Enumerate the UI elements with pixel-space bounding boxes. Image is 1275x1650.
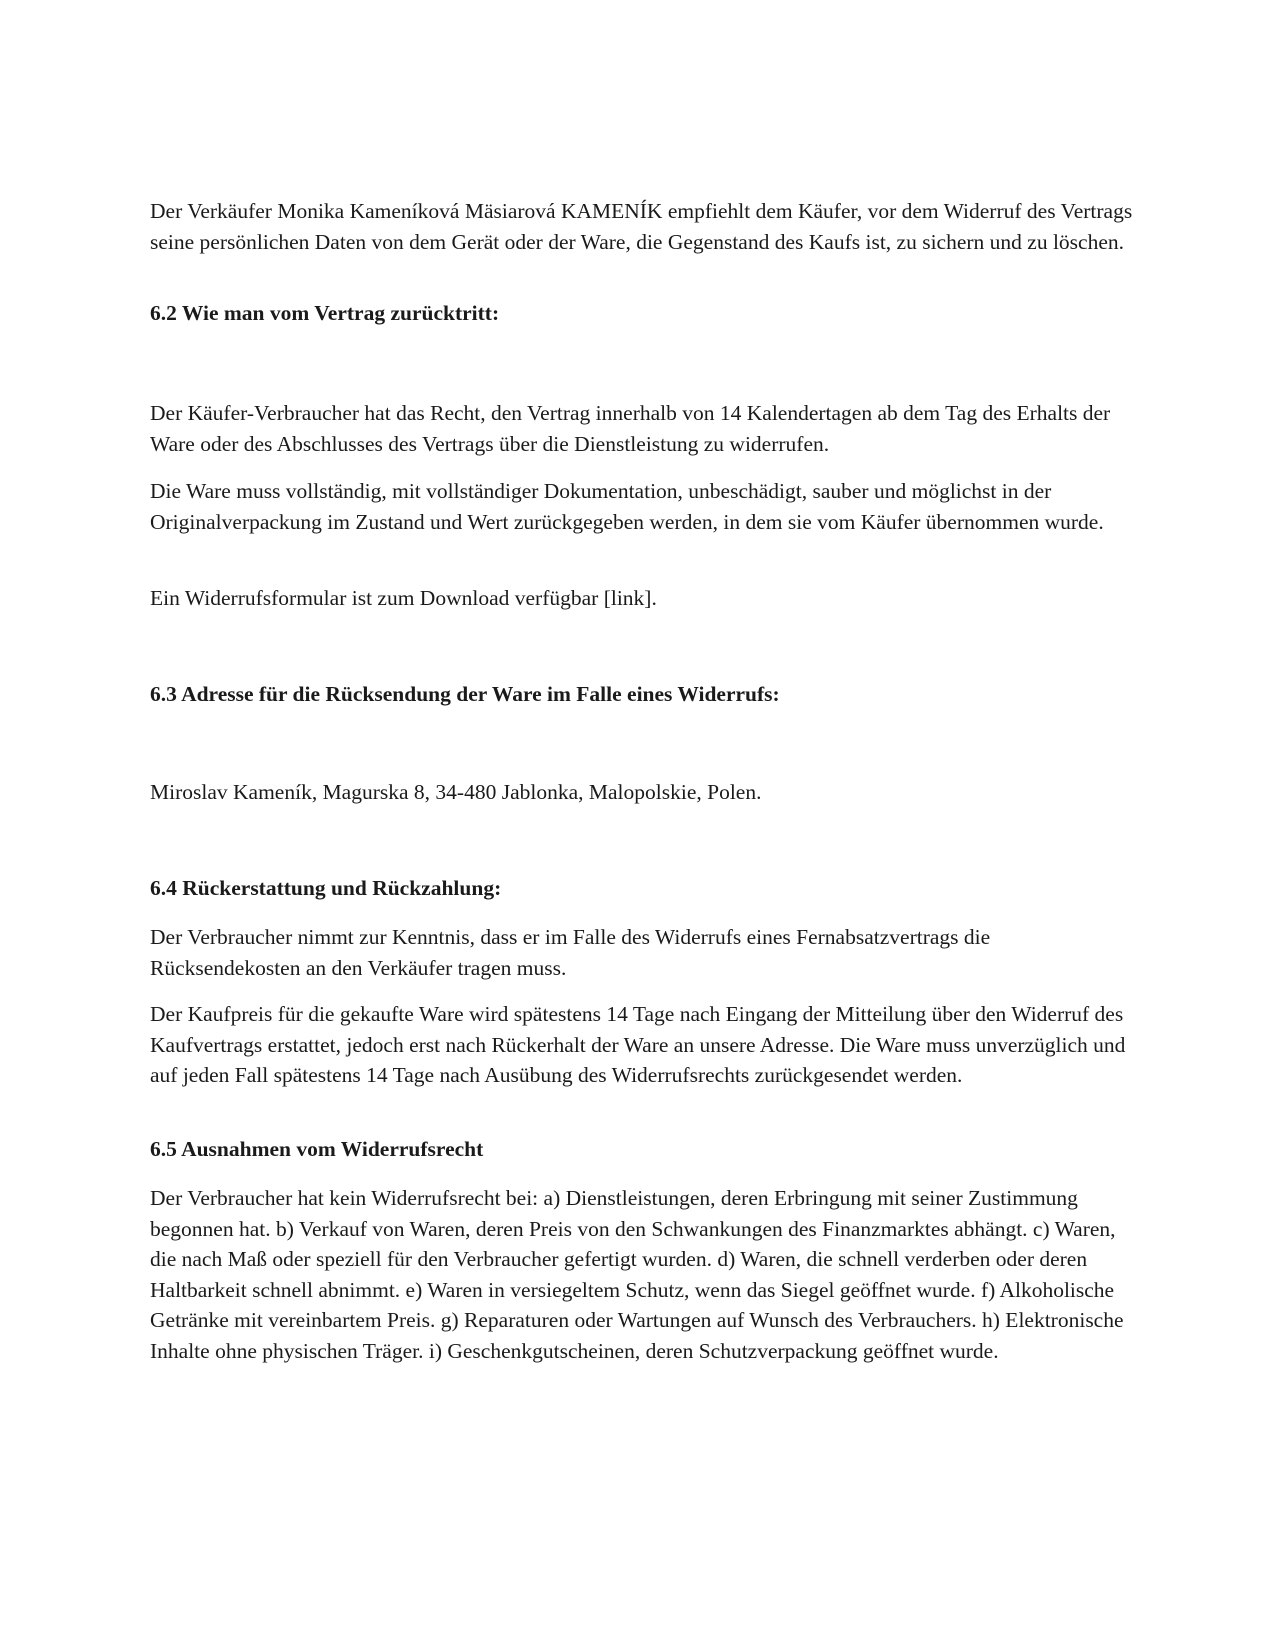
heading-6-2: 6.2 Wie man vom Vertrag zurücktritt: [150,301,500,325]
paragraph-return-condition: Die Ware muss vollständig, mit vollständiger Dokumentation, unbeschädigt, sauber und möglichst in der Originalverpackung im Zustand und Wert zurückgegeben werden, in dem sie vom Käufer übernommen wurde. [150,479,1104,534]
paragraph-withdrawal-form: Ein Widerrufsformular ist zum Download verfügbar [link]. [150,586,657,610]
paragraph-withdrawal-right: Der Käufer-Verbraucher hat das Recht, den Vertrag innerhalb von 14 Kalendertagen ab dem Tag des Erhalts der Ware oder des Abschlusses des Vertrags über die Dienstleistung zu widerrufen. [150,401,1111,456]
paragraph-exceptions: Der Verbraucher hat kein Widerrufsrecht bei: a) Dienstleistungen, deren Erbringung mit seiner Zustimmung begonnen hat. b) Verkauf von Waren, deren Preis von den Schwankungen des Finanzmarktes abhängt. c) Waren, die nach Maß oder speziell für den Verbraucher gefertigt wurden. d) Waren, die schnell verderben oder deren Haltbarkeit schnell abnimmt. e) Waren in versiegeltem Schutz, wenn das Siegel geöffnet wurde. f) Alkoholische Getränke mit vereinbartem Preis. g) Reparaturen oder Wartungen auf Wunsch des Verbrauchers. h) Elektronische Inhalte ohne physischen Träger. i) Geschenkgutscheinen, deren Schutzverpackung geöffnet wurde. [150,1186,1124,1363]
paragraph-return-address: Miroslav Kameník, Magurska 8, 34-480 Jablonka, Malopolskie, Polen. [150,780,762,804]
heading-6-5: 6.5 Ausnahmen vom Widerrufsrecht [150,1137,484,1161]
paragraph-data-deletion: Der Verkäufer Monika Kameníková Mäsiarová KAMENÍK empfiehlt dem Käufer, vor dem Widerruf des Vertrags seine persönlichen Daten von dem Gerät oder der Ware, die Gegenstand des Kaufs ist, zu sichern und zu löschen. [150,199,1133,254]
paragraph-refund-terms: Der Kaufpreis für die gekaufte Ware wird spätestens 14 Tage nach Eingang der Mitteilung über den Widerruf des Kaufvertrags erstattet, jedoch erst nach Rückerhalt der Ware an unsere Adresse. Die Ware muss unverzüglich und auf jeden Fall spätestens 14 Tage nach Ausübung des Widerrufsrechts zurückgesendet werden. [150,1002,1126,1087]
paragraph-return-costs: Der Verbraucher nimmt zur Kenntnis, dass er im Falle des Widerrufs eines Fernabsatzvertrags die Rücksendekosten an den Verkäufer tragen muss. [150,925,991,980]
heading-6-4: 6.4 Rückerstattung und Rückzahlung: [150,876,502,900]
heading-6-3: 6.3 Adresse für die Rücksendung der Ware im Falle eines Widerrufs: [150,682,780,706]
